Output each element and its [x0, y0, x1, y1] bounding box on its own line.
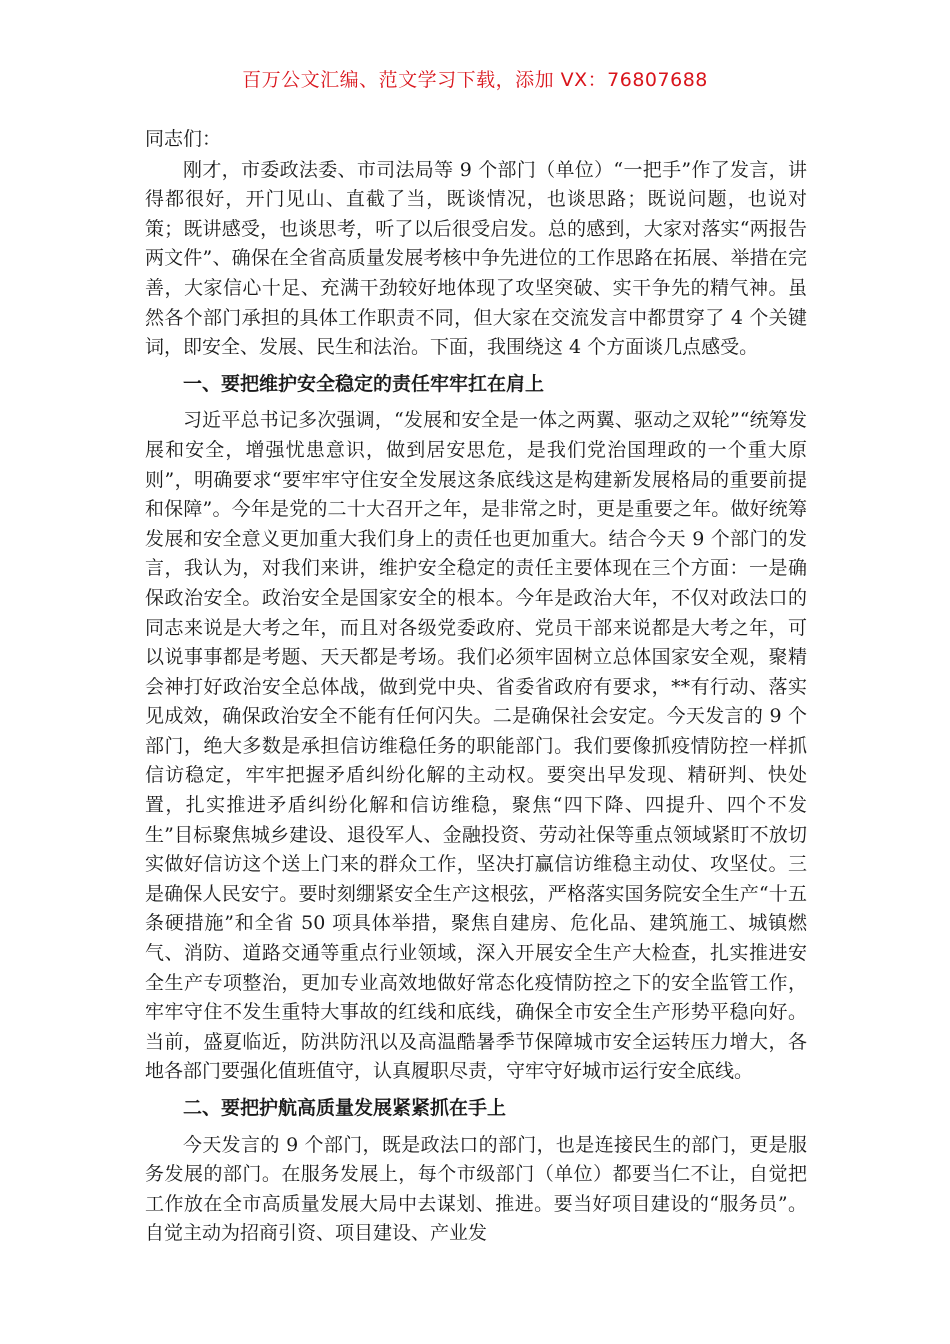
paragraph-safety: 习近平总书记多次强调，“发展和安全是一体之两翼、驱动之双轮”“统筹发展和安全，增强忧患意识，做到居安思危，是我们党治国理政的一个重大原则”，明确要求“要牢牢守住安全发展这条底线这是构建新发展格局的重要前提和保障”。今年是党的二十大召开之年，是非常之时，更是重要之年。做好统筹发展和安全意义更加重大我们身上的责任也更加重大。结合今天 9 个部门的发言，我认为，对我们来讲，维护安全稳定的责任主要体现在三个方面：一是确保政治安全。政治安全是国家安全的根本。今年是政治大年，不仅对政法口的同志来说是大考之年，而且对各级党委政府、党员干部来说都是大考之年，可以说事事都是考题、天天都是考场。我们必须牢固树立总体国家安全观，聚精会神打好政治安全总体战，做到党中央、省委省政府有要求，**有行动、落实见成效，确保政治安全不能有任何闪失。二是确保社会安定。今天发言的 9 个部门，绝大多数是承担信访维稳任务的职能部门。我们要像抓疫情防控一样抓信访稳定，牢牢把握矛盾纠纷化解的主动权。要突出早发现、精研判、快处置，扎实推进矛盾纠纷化解和信访维稳，聚焦“四下降、四提升、四个不发生”目标聚焦城乡建设、退役军人、金融投资、劳动社保等重点领域紧盯不放切实做好信访这个送上门来的群众工作，坚决打赢信访维稳主动仗、攻坚仗。三是确保人民安宁。要时刻绷紧安全生产这根弦，严格落实国务院安全生产“十五条硬措施”和全省 50 项具体举措，聚焦自建房、危化品、建筑施工、城镇燃气、消防、道路交通等重点行业领域，深入开展安全生产大检查，扎实推进安全生产专项整治，更加专业高效地做好常态化疫情防控之下的安全监管工作，牢牢守住不发生重特大事故的红线和底线，确保全市安全生产形势平稳向好。当前，盛夏临近，防洪防汛以及高温酷暑季节保障城市安全运转压力增大，各地各部门要强化值班值守，认真履职尽责，守牢守好城市运行安全底线。 [145, 409, 807, 1083]
paragraph-intro: 刚才，市委政法委、市司法局等 9 个部门（单位）“一把手”作了发言，讲得都很好，开门见山、直截了当，既谈情况，也谈思路；既说问题，也说对策；既讲感受，也谈思考，听了以后很受启发。总的感到，大家对落实“两报告两文件”、确保在全省高质量发展考核中争先进位的工作思路在拓展、举措在完善，大家信心十足、充满干劲较好地体现了攻坚突破、实干争先的精气神。虽然各个部门承担的具体工作职责不同，但大家在交流发言中都贯穿了 4 个关键词，即安全、发展、民生和法治。下面，我围绕这 4 个方面谈几点感受。 [145, 158, 807, 359]
paragraph-development: 今天发言的 9 个部门，既是政法口的部门，也是连接民生的部门，更是服务发展的部门。在服务发展上，每个市级部门（单位）都要当仁不让，自觉把工作放在全市高质量发展大局中去谋划、推进。要当好项目建设的“服务员”。自觉主动为招商引资、项目建设、产业发 [145, 1133, 807, 1245]
watermark-banner: 百万公文汇编、范文学习下载，添加 VX：76807688 [242, 69, 708, 91]
section-heading-1: 一、要把维护安全稳定的责任牢牢扛在肩上 [183, 372, 545, 395]
section-heading-2: 二、要把护航高质量发展紧紧抓在手上 [183, 1097, 507, 1119]
greeting: 同志们： [145, 128, 222, 150]
document-body [145, 125, 807, 1249]
